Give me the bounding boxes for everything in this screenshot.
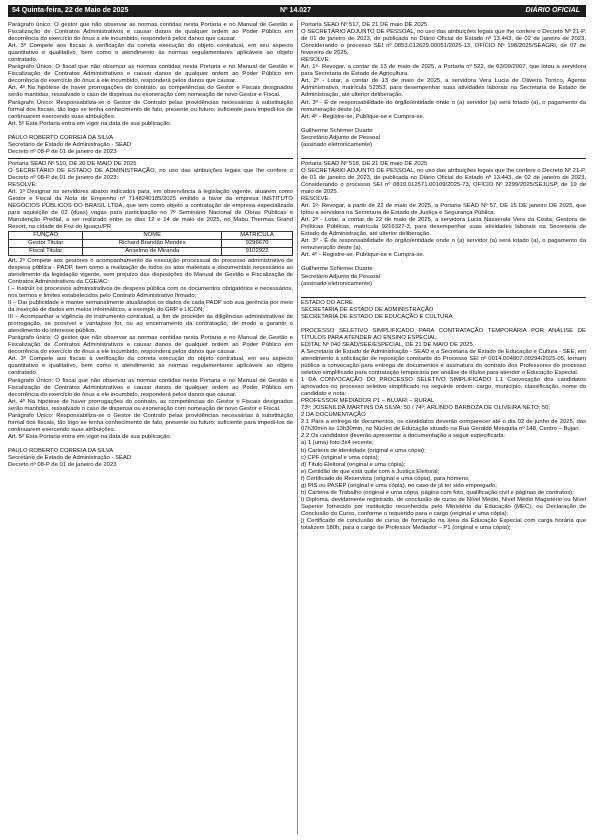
paragraph: Art. 5º Esta Portaria entra em vigor na data de sua publicação. <box>8 120 172 127</box>
portaria-title: Portaria SEAD Nº 518, DE 21 DE maio DE 2025 <box>301 160 428 167</box>
paragraph: I – Instruir os processos administrativos de despesa pública com os documentos obrigatórios e necessários, nos termos e limites estabelecidos pelo Contrato Administrativo firmado; <box>8 285 293 299</box>
edital-number: EDITAL Nº 040 SEAD/SEE/ESPECIAL, DE 21 DE MAIO DE 2025. <box>301 341 475 348</box>
list-item: c) CPF (original e uma cópia); <box>301 454 380 461</box>
list-item: h) Carteira de Trabalho (original e uma cópia, página com foto, qualificação civil e páginas de contratos); <box>301 489 574 496</box>
signature-name: PAULO ROBERTO CORREIA DA SILVA <box>8 447 114 454</box>
signature-name: Guilherme Schirmer Duarte <box>301 266 373 273</box>
spacer <box>301 259 586 266</box>
agency-name: SECRETARIA DE ESTADO DE ADMINISTRAÇÃO <box>301 306 434 313</box>
table-cell: Anselmo de Miranda <box>83 247 222 255</box>
spacer <box>301 121 586 128</box>
paragraph: Art. 2º - Lotar, a contar de 13 de maio de 2025, a servidora Vera Lucia de Oliveira Torrico, Agente Administrativo, matrícula 52353, para desempenhar suas atividades laborais na Secretaria de Estado de Administração, até ulterior deliberação. <box>301 78 586 99</box>
paragraph: Parágrafo Único: Responsabiliza-se o Gestor de Contrato pelas providências necessárias à substituição formal dos fiscais, tão logo se tenha conhecimento de fato, presente ou futuro, suficiente para impedi-los de continuarem exercendo suas atribuições. <box>8 99 293 120</box>
paragraph: Art. 2º - Lotar, a contar de 22 de maio de 2025, a servidora Lucia Nasserala Vera da Costa, Gestora de Políticas Públicas, matrícula 9216327-3, para desempenhar suas atividades laborais na Secretaria de Estado de Administração, até ulterior deliberação. <box>301 217 586 238</box>
section-divider <box>301 158 586 159</box>
spacer <box>301 149 586 156</box>
column-header: NOME <box>83 232 222 240</box>
spacer <box>301 321 586 328</box>
page-number-date <box>12 7 128 14</box>
right-column <box>301 22 586 832</box>
paragraph: Parágrafo Único: O fiscal que não observar as normas contidas nesta Portaria e no Manual de Gestão e Fiscalização de Contratos Administrativos e causar danos de qualquer ordem ao Poder Público em decorrência do exercício do ônus a ele incumbido, responderá pelos danos que causar. <box>8 64 293 85</box>
spacer <box>8 128 293 135</box>
paragraph: Art. 4º - Registre-se, Publique-se e Cumpra-se. <box>301 113 425 120</box>
signature-name: Guilherme Schirmer Duarte <box>301 127 373 134</box>
spacer <box>301 288 586 295</box>
column-divider <box>297 20 298 835</box>
list-item: b) Carteira de identidade (original e uma cópia); <box>301 447 426 454</box>
signature-title: Secretário de Estado de Administração - SEAD <box>8 454 132 461</box>
paragraph: Art. 3º Compete aos fiscais à verificação da correta execução do objeto contratual, em seu aspecto quantitativo e qualitativo, bem como o atendimento às normas regulamentares aplicáveis ao objeto contratado. <box>8 356 293 377</box>
paragraph: PROFESSOR MEDIADOR P1 – BUJARI – RURAL <box>301 398 435 405</box>
section-divider <box>301 297 586 298</box>
signature-decree: Decreto nº 08-P de 01 de janeiro de 2023 <box>8 462 117 469</box>
paragraph: Art. 3º - É de responsabilidade do órgão/entidade onde o (a) servidor (a) será lotado (a), o pagamento da remuneração deste (a). <box>301 238 586 252</box>
list-item: e) Certidão de que está quite com a Justiça Eleitoral; <box>301 468 440 475</box>
page-number: 54 <box>12 7 20 14</box>
state-name: ESTADO DO ACRE <box>301 299 353 306</box>
agency-name: SECRETARIA DE ESTADO DE EDUCAÇÃO E CULTURA <box>301 313 453 320</box>
list-item: j) Certificado de conclusão de curso de formação na área da Educação Especial com carga horária que totalizem 180h, para o cargo de Professor Mediador – P1 (original e uma cópia); <box>301 518 586 532</box>
paragraph: Art. 4º - Registre-se, Publique-se e Cumpra-se. <box>301 252 425 259</box>
table-header-row <box>9 232 293 240</box>
table-cell: Gestor Titular <box>9 240 83 248</box>
portaria-title: Portaria SEAD Nº 510, DE 20 DE MAIO DE 2025 <box>8 160 137 167</box>
list-item: a) 1 (uma) foto 3x4 recente; <box>301 440 374 447</box>
page-header-bar <box>8 5 586 17</box>
paragraph: Parágrafo Único: O fiscal que não observar as normas contidas nesta Portaria e no Manual de Gestão e Fiscalização de Contratos Administrativos e causar danos de qualquer ordem ao Poder Público em decorrência do exercício do ônus a ele incumbido, responderá pelos danos que causar. <box>8 377 293 398</box>
list-item: d) Título Eleitoral (original e uma cópia); <box>301 461 406 468</box>
list-item: i) Diploma, devidamente registrado, de conclusão de curso de Nível Médio, Nível Médio Magistério ou Nível Superior fornecido por instituição reconhecida pelo Ministério da Educação (MEC), ou Declaração de Conclusão do Curso, conforme o requerido para o cargo (original e uma cópia); <box>301 496 586 517</box>
edital-heading: PROCESSO SELETIVO SIMPLIFICADO PARA CONTRATAÇÃO TEMPORÁRIA POR ANÁLISE DE TÍTULOS PARA ATENDER AO ENSINO ESPECIAL. <box>301 327 586 341</box>
table-cell: Richard Brandão Mendes <box>83 240 222 248</box>
paragraph: Art. 1º- Revogar, a partir de 22 de maio de 2025, a Portaria SEAD Nº 57, DE 15 DE janeiro DE 2025, que lotou a servidora na Secretaria de Estado de Justiça e Segurança Pública. <box>301 203 586 217</box>
paragraph: Art. 2º Compete aos gestores o acompanhamento da execução processual do processo administrativo de despesa pública - PADP, bem como a realização de todos os atos materiais e documentais necessários ao atendimento da legislação vigente, sem prejuízo das disposições do Manual de Gestão e Fiscalização de Contratos Administrativos da CGE/AC: <box>8 257 293 285</box>
signature-title: Secretário Adjunto de Pessoal <box>301 273 380 280</box>
paragraph: O SECRETÁRIO DE ESTADO DE ADMINISTRAÇÃO, no uso das atribuições legais que lhe confere o Decreto nº 08-P de 01 de janeiro de 2023: <box>8 167 293 181</box>
section-divider <box>8 158 293 159</box>
paragraph: II – Dar publicidade e manter semanalmente atualizados os dados de cada PADP sob sua gerência por meio da inserção de dados em meios informáticos, a exemplo do GRP e LICON; <box>8 299 293 314</box>
list-item: g) PIS ou PASEP (original e uma cópia), no caso de já ter sido empregado; <box>301 482 497 489</box>
paragraph: 73º; JOSENILDA MARTINS DA SILVA; 50 / 74º; ARLINDO BARBOZA DE OLIVEIRA NETO; 50; <box>301 405 551 412</box>
resolve-label: RESOLVE: <box>301 57 331 64</box>
paragraph: Art. 1º- Revogar, a contar de 13 de maio de 2025, a Portaria nº 522, de 03/09/2007, que lotou a servidora para Secretaria de Estado de Agricultura. <box>301 64 586 78</box>
portaria-title: Portaria SEAD Nº 517, DE 21 DE maio DE 2025 <box>301 22 428 28</box>
left-column <box>8 22 293 832</box>
resolve-label: RESOLVE: <box>301 196 331 203</box>
paragraph: O SECRETÁRIO ADJUNTO DE PESSOAL, no uso das atribuições legais que lhe confere o Decreto Nº 21-P, de 01 de janeiro de 2023, de publicada no Diário Oficial do Estado nº 13.443, de 02 de janeiro de 2023, Considerando o processo SEI nº 0853.012629.00051/2025-13, OFÍCIO Nº 198/2025/SEAGRI, de 07 de fevereiro de 2025, <box>301 29 586 57</box>
spacer <box>8 441 293 448</box>
paragraph: Parágrafo único: O gestor que não observar as normas contidas nesta Portaria e no Manual de Gestão e Fiscalização de Contratos Administrativos e causar danos de qualquer ordem ao Poder Público em decorrência do exercício do ônus a ele incumbido, responderá pelos danos que causar. <box>8 22 293 43</box>
paragraph: Parágrafo Único: Responsabiliza-se o Gestor de Contrato pelas providências necessárias à substituição formal dos fiscais, tão logo se tenha conhecimento de fato, presente ou futuro, suficiente para impedi-los de continuarem exercendo suas atribuições. <box>8 412 293 433</box>
paragraph: 2.2 Os candidatos deverão apresentar a documentação a seguir especificada: <box>301 433 506 440</box>
signature-title: Secretário Adjunto de Pessoal <box>301 134 380 141</box>
column-header: MATRÍCULA <box>222 232 293 240</box>
paragraph: Parágrafo único: O gestor que não observar as normas contidas nesta Portaria e no Manual de Gestão e Fiscalização de Contratos Administrativos e causar danos de qualquer ordem ao Poder Público em decorrência do exercício do ônus a ele incumbido, responderá pelos danos que causar. <box>8 335 293 356</box>
list-item: f) Certificado de Reservista (original e uma cópia), para homens; <box>301 475 470 482</box>
table-row <box>9 247 293 255</box>
paragraph: Art. 5º Esta Portaria entra em vigor na data de sua publicação. <box>8 433 172 440</box>
paragraph: 2.1 Para a entrega de documentos, os candidatos deverão comparecer até o dia 02 de junho de 2025, das 07h30min às 13h30min, no Núcleo de Educação situado na Rua Geraldo Mesquita nº 148, Centro – Bujari. <box>301 419 586 433</box>
table-cell: Fiscal Titular <box>9 247 83 255</box>
issue-number: Nº 14.027 <box>280 7 311 14</box>
signature-name: PAULO ROBERTO CORREIA DA SILVA <box>8 134 114 141</box>
table-row <box>9 240 293 248</box>
paragraph: A Secretaria de Estado de Administração - SEAD e a Secretaria de Estado de Educação e Cultura - SEE, em atendimento à solicitação de reposição constante do Processo SEI nº 0014.004807.00294/2025-05, tornam pública a convocação para entrega de documentos e assinatura do contrato dos Professores do processo seletivo simplificado para contratação temporária por análise de títulos para atender o Educação Especial. <box>301 348 586 377</box>
table-cell: 9102922 <box>222 247 293 255</box>
paragraph: Art. 1º Designar os servidores abaixo indicados para, em observância à legislação vigente, atuarem como Gestor e Fiscal da Nota de Empenho nº 7148240185/2025 emitido a favor da empresa INSTITUTO NEGÓCIOS PÚBLICOS DO BRASIL LTDA, que tem como objeto a contratação de empresa especializada para aquisição de 02 (duas) vagas para participação no 7º Seminário Nacional de Obras Públicas e Manutenção Predial, a ser realizado entre os dias 12 e 14 de maio de 2025, no Mabu Thermas Grand Resort, na cidade de Foz do Iguaçu/PR <box>8 189 293 231</box>
signature-decree: Decreto nº 08-P de 01 de janeiro de 2023 <box>8 148 117 155</box>
paragraph: Art. 4º Na hipótese de haver prorrogações do contrato, as competências do Gestor e Fiscais designados serão mantidas, ressalvado o caso de dispensa ou exoneração com nomeação de novo Gestor e Fiscal. <box>8 85 293 99</box>
resolve-label: RESOLVE: <box>8 181 38 188</box>
signature-note: (assinado eletronicamente) <box>301 280 373 287</box>
issue-date: Quinta-feira, 22 de Maio de 2025 <box>21 7 129 14</box>
publication-brand: DIÁRIO OFICIAL <box>525 7 580 14</box>
signature-note: (assinado eletronicamente) <box>301 141 373 148</box>
paragraph: 2 DA DOCUMENTAÇÃO <box>301 412 366 419</box>
signature-title: Secretário de Estado de Administração - SEAD <box>8 141 132 148</box>
column-header: FUNÇÃO <box>9 232 83 240</box>
paragraph: 1 DA CONVOCAÇÃO DO PROCESSO SELETIVO SIMPLIFICADO 1.1 Convocação dos candidatos aprovados no processo seletivo simplificado na seguinte ordem: cargo, município, classificação, nome do candidato e nota: <box>301 377 586 398</box>
paragraph: O SECRETÁRIO ADJUNTO DE PESSOAL, no uso das atribuições legais que lhe confere o Decreto Nº 21-P, de 01 de janeiro de 2023, de publicada no Diário Oficial do Estado nº 13.443, de 02 de janeiro de 2023, Considerando o processo SEI nº 0819.012571.00109/2025-73, OFÍCIO Nº 2299/2025/SEJUSP, de 19 de maio de 2025. <box>301 167 586 195</box>
paragraph: III – Acompanhar a vigência do instrumento contratual, a fim de proceder às diligências administrativas de prorrogação, se possível e vantajoso for, ou ao encerramento da contratação, de modo a garantir o atendimento do interesse público. <box>8 314 293 335</box>
paragraph: Art. 4º Na hipótese de haver prorrogações do contrato, as competências do Gestor e Fiscais designados serão mantidas, ressalvado o caso de dispensa ou exoneração com nomeação de novo Gestor e Fiscal. <box>8 398 293 412</box>
table-cell: 9296670 <box>222 240 293 248</box>
designation-table <box>8 231 293 255</box>
paragraph: Art. 3º - É de responsabilidade do órgão/entidade onde o (a) servidor (a) será lotado (a), o pagamento da remuneração deste (a). <box>301 99 586 113</box>
paragraph: Art. 3º Compete aos fiscais à verificação da correta execução do objeto contratual, em seu aspecto quantitativo e qualitativo, bem como o atendimento às normas regulamentares aplicáveis ao objeto contratado. <box>8 43 293 64</box>
